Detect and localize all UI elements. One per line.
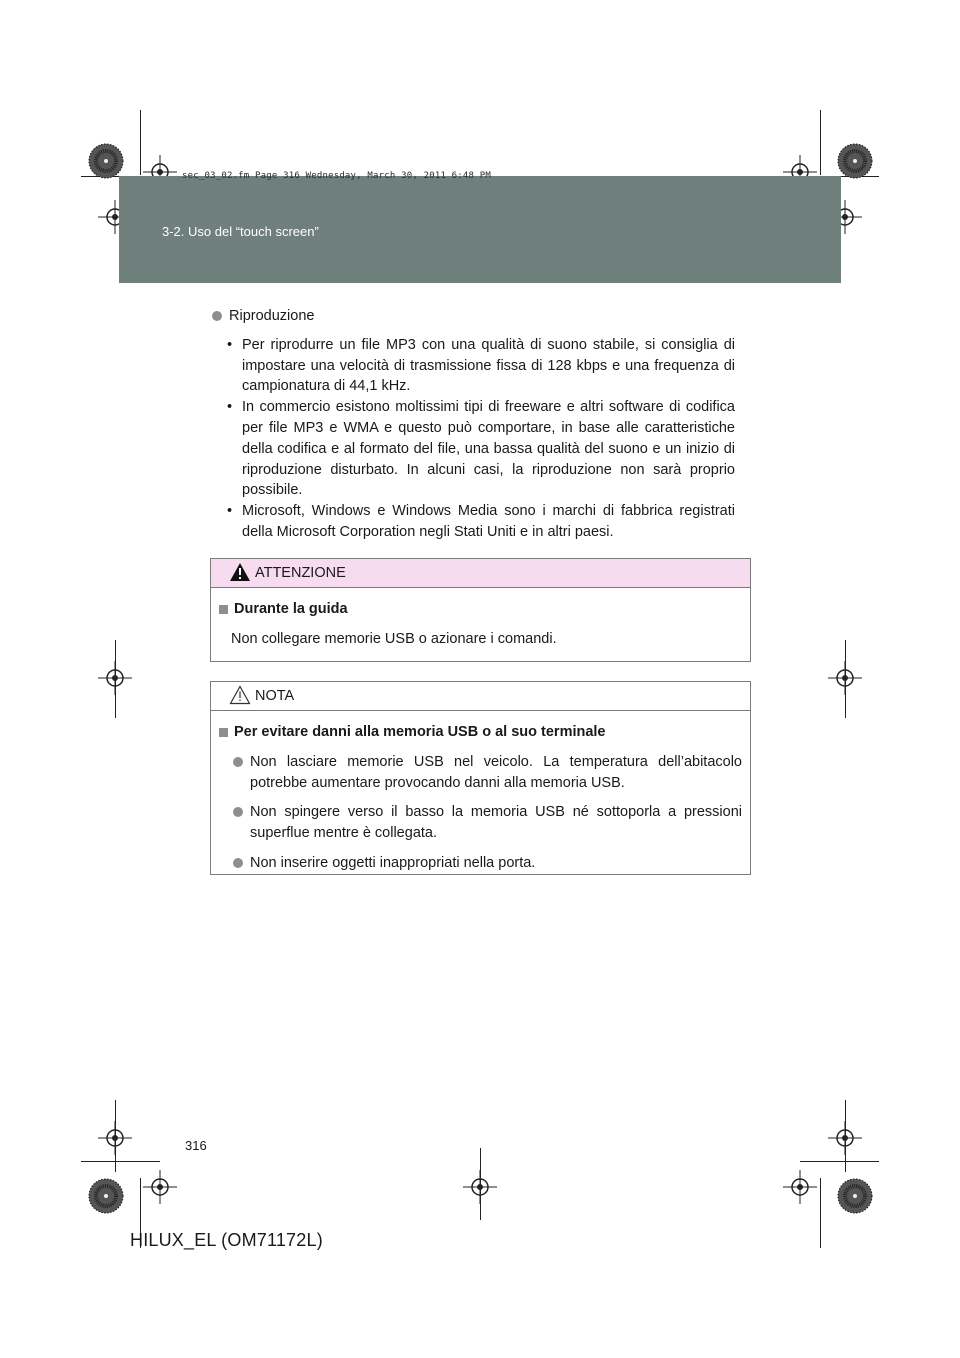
registration-cross-icon: [783, 1170, 817, 1204]
list-item-text: Non lasciare memorie USB nel veicolo. La temperatura dell’abitacolo potrebbe aumentare provocando danni alla memoria USB.: [250, 753, 742, 791]
circle-bullet-icon: [233, 807, 243, 817]
registration-dial-icon: [837, 1178, 873, 1214]
list-item-text: Per riprodurre un file MP3 con una qualità di suono stabile, si consiglia di impostare una velocità di trasmissione fissa di 128 kbps e una frequenza di campionatura di 44,1 kHz.: [242, 336, 735, 395]
circle-bullet-icon: [212, 311, 222, 321]
list-item-text: In commercio esistono moltissimi tipi di freeware e altri software di codifica per file MP3 e WMA e questo può comportare, in base alle caratteristiche della codifica e al formato del file, una bassa qualità del suono e un inizio di riproduzione disturbato. In alcuni casi, la riproduzione non sarà proprio possibile.: [242, 399, 735, 499]
registration-cross-icon: [143, 1170, 177, 1204]
list-item: [219, 752, 742, 794]
registration-dial-icon: [88, 1178, 124, 1214]
list-item: [211, 397, 735, 501]
circle-bullet-icon: [233, 757, 243, 767]
bullet-icon: •: [227, 399, 233, 416]
bullet-icon: •: [227, 336, 233, 353]
list-item: [211, 335, 735, 397]
document-code: HILUX_EL (OM71172L): [130, 1230, 323, 1250]
registration-dial-icon: [88, 143, 124, 179]
square-bullet-icon: [219, 605, 228, 614]
registration-cross-icon: [463, 1170, 497, 1204]
list-item-text: Non inserire oggetti inappropriati nella porta.: [250, 854, 536, 871]
warning-box-header: [211, 559, 750, 588]
bullet-icon: •: [227, 503, 233, 520]
warning-text: Non collegare memorie USB o azionare i comandi.: [231, 630, 557, 647]
notice-box: [210, 681, 751, 875]
square-bullet-icon: [219, 728, 228, 737]
warning-box-body: [211, 588, 750, 650]
warning-heading: Durante la guida: [234, 601, 348, 617]
section-title: 3-2. Uso del “touch screen”: [162, 224, 319, 239]
list-item: [219, 802, 742, 844]
registration-dial-icon: [837, 143, 873, 179]
notice-heading-row: [219, 722, 742, 743]
playback-heading-row: [211, 306, 735, 327]
notice-box-body: [211, 711, 750, 874]
list-item: [211, 501, 735, 543]
playback-section: [211, 306, 735, 543]
warning-triangle-icon: [229, 562, 251, 582]
list-item: [219, 853, 742, 874]
warning-heading-row: [219, 599, 742, 620]
warning-label: ATTENZIONE: [255, 565, 346, 581]
print-file-stamp: sec_03_02.fm Page 316 Wednesday, March 30, 2011 6:48 PM: [182, 171, 492, 181]
registration-cross-icon: [828, 661, 862, 695]
registration-cross-icon: [828, 1121, 862, 1155]
warning-box: [210, 558, 751, 662]
notice-heading: Per evitare danni alla memoria USB o al suo terminale: [234, 724, 606, 740]
caution-outline-icon: [229, 685, 251, 705]
circle-bullet-icon: [233, 858, 243, 868]
notice-label: NOTA: [255, 688, 295, 704]
registration-cross-icon: [98, 661, 132, 695]
playback-heading: Riproduzione: [229, 308, 315, 324]
page-number: 316: [185, 1138, 207, 1153]
notice-box-header: [211, 682, 750, 711]
registration-cross-icon: [98, 1121, 132, 1155]
list-item-text: Microsoft, Windows e Windows Media sono i marchi di fabbrica registrati della Microsoft Corporation negli Stati Uniti e in altri paesi.: [242, 503, 735, 540]
list-item-text: Non spingere verso il basso la memoria USB né sottoporla a pressioni superflue mentre è collegata.: [250, 804, 742, 842]
